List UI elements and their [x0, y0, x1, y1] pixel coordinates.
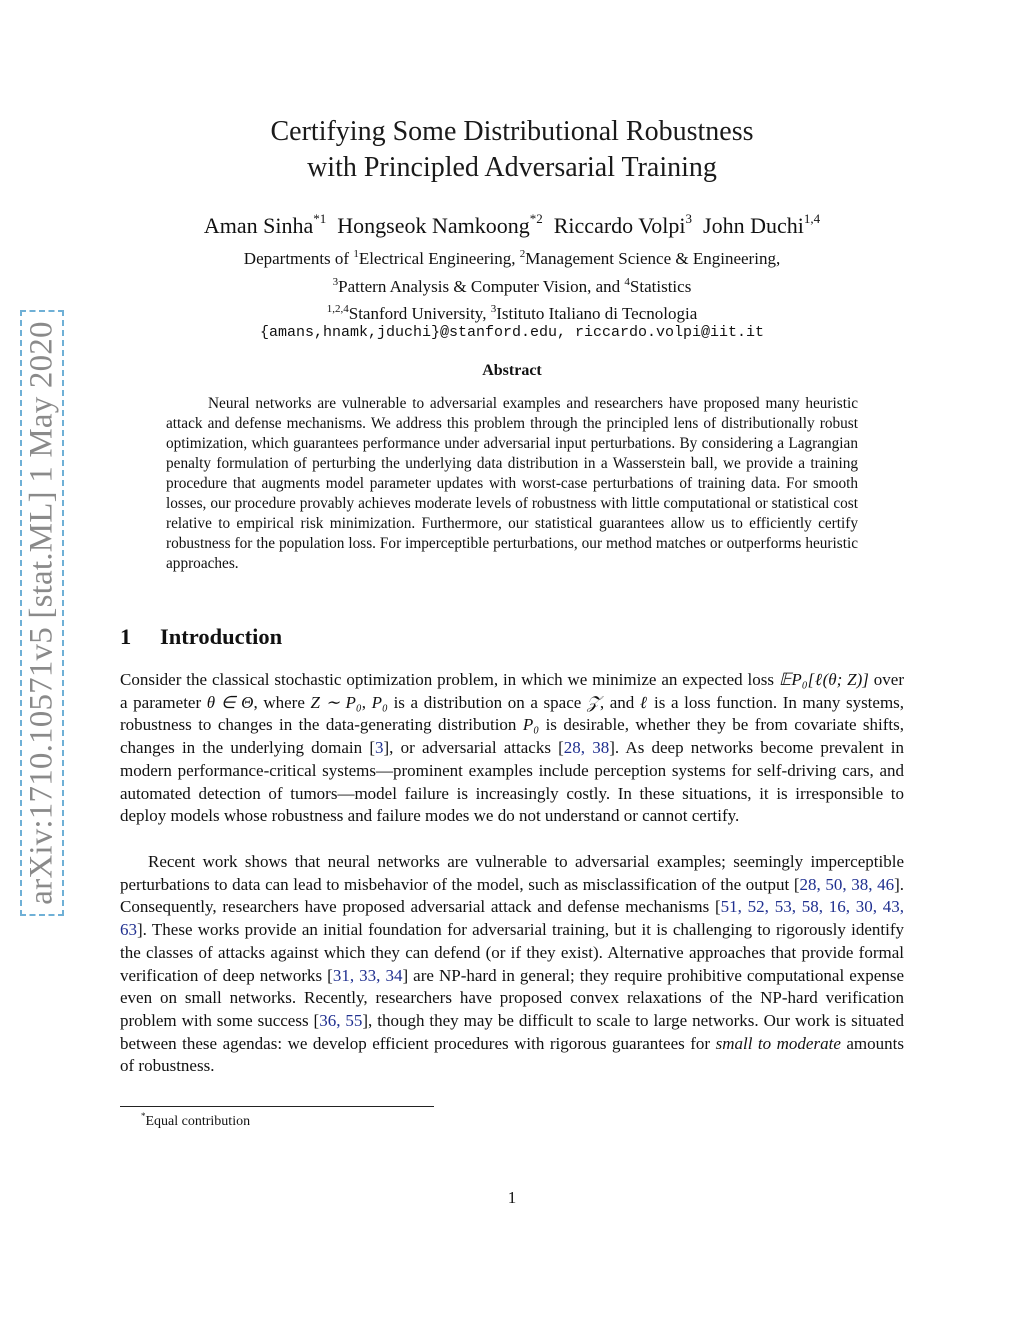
citation-link[interactable]: 28, 38 — [563, 738, 610, 758]
citation-link[interactable]: 31, 33, 34 — [332, 965, 403, 985]
affiliations — [0, 243, 1024, 326]
emphasis: small to moderate — [715, 1033, 841, 1053]
affiliation-line-3: $^{1,2,4}$Stanford University, $^3$Istituto Italiano di Tecnologia — [326, 303, 698, 323]
abstract-heading: Abstract — [482, 362, 542, 379]
footnote-mark: * — [141, 1111, 146, 1121]
author-name: Aman Sinha — [203, 213, 314, 238]
footnote — [141, 1111, 250, 1130]
author-name: Hongseok Namkoong — [337, 213, 530, 238]
paragraph-2: Recent work shows that neural networks are vulnerable to adversarial examples; seemingly imperceptible perturbations to data can lead to misbehavior of the model, such as misclassification of the output [28, 50, 38, 46]. Consequently, researchers have proposed adversarial attack and defense mechanisms [51, 52, 53, 58, 16, 30, 43, 63]. These works provide an initial foundation for adversarial training, but it is challenging to rigorously identify the classes of attacks against which they can defend (or if they exist). Alternative approaches that provide formal verification of deep networks [31, 33, 34] are NP-hard in general; they require prohibitive computational expense even on small networks. Recently, researchers have proposed convex relaxations of the NP-hard verification problem with some success [36, 55], though they may be difficult to scale to large networks. Our work is situated between these agendas: we develop efficient procedures with rigorous guarantees for small to moderate amounts of robustness. — [120, 852, 905, 1076]
abstract-text: Neural networks are vulnerable to adversarial examples and researchers have proposed many heuristic attack and defense mechanisms. We address this problem through the principled lens of distributionally robust optimization, which guarantees performance under adversarial input perturbations. By considering a Lagrangian penalty formulation of perturbing the underlying data distribution in a Wasserstein ball, we provide a training procedure that augments model parameter updates with worst-case perturbations of training data. For smooth losses, our procedure provably achieves moderate levels of robustness with little computational or statistical cost relative to empirical risk minimization. Furthermore, our statistical guarantees allow us to efficiently certify robustness for the population loss. For imperceptible perturbations, our method matches or outperforms heuristic approaches. — [166, 395, 858, 572]
section-title: Introduction — [160, 624, 283, 649]
math-expr: 𝒵 — [586, 692, 600, 712]
arxiv-stamp-text: arXiv:1710.10571v5 [stat.ML] 1 May 2020 — [23, 321, 60, 905]
title-line-1: Certifying Some Distributional Robustness — [270, 116, 754, 147]
author-marker: 3 — [685, 211, 693, 226]
author-name: John Duchi — [703, 213, 804, 238]
citation-link[interactable]: 51, 52, 53, 58, 16, 30, 43, 63 — [120, 897, 904, 940]
affiliation-line-1: Departments of $^1$Electrical Engineering, $^2$Management Science & Engineering, — [243, 248, 781, 268]
author-marker: *2 — [529, 211, 543, 226]
author-name: Riccardo Volpi — [553, 213, 686, 238]
section-heading — [120, 624, 282, 650]
page-number: 1 — [507, 1188, 517, 1207]
paper-title — [0, 114, 1024, 186]
author-list — [0, 204, 1024, 241]
footnote-rule — [120, 1106, 434, 1107]
citation-link[interactable]: 36, 55 — [319, 1010, 363, 1030]
citation-link[interactable]: 28, 50, 38, 46 — [799, 874, 895, 894]
math-expr: ℓ — [639, 692, 649, 712]
title-line-2: with Principled Adversarial Training — [307, 152, 717, 183]
affiliation-line-2: $^3$Pattern Analysis & Computer Vision, and $^4$Statistics — [332, 275, 692, 296]
math-expr: θ ∈ Θ — [206, 692, 254, 712]
author-marker: *1 — [313, 211, 327, 226]
math-expr: 𝔼P₀[ℓ(θ; Z)] — [778, 670, 869, 689]
math-expr: P₀ — [371, 692, 388, 712]
arxiv-stamp — [20, 310, 64, 916]
section-number: 1 — [120, 624, 132, 649]
math-expr: P₀ — [522, 715, 540, 735]
author-emails: {amans,hnamk,jduchi}@stanford.edu, riccardo.volpi@iit.it — [259, 324, 765, 341]
footnote-text: Equal contribution — [145, 1114, 251, 1129]
paragraph-1: Consider the classical stochastic optimization problem, in which we minimize an expected loss 𝔼P₀[ℓ(θ; Z)] over a parameter θ ∈ Θ, where Z ∼ P₀, P₀ is a distribution on a space 𝒵, and ℓ is a loss function. In many systems, robustness to changes in the data-generating distribution P₀ is desirable, whether they be from covariate shifts, changes in the underlying domain [3], or adversarial attacks [28, 38]. As deep networks become prevalent in modern performance-critical systems—prominent examples include perception systems for self-driving cars, and automated detection of tumors—model failure is increasingly costly. In these situations, it is irresponsible to deploy models whose robustness and failure modes we do not understand or cannot certify. — [120, 670, 905, 826]
author-marker: 1,4 — [803, 211, 821, 226]
citation-link[interactable]: 3 — [375, 738, 384, 758]
math-expr: Z ∼ P₀ — [310, 692, 362, 712]
